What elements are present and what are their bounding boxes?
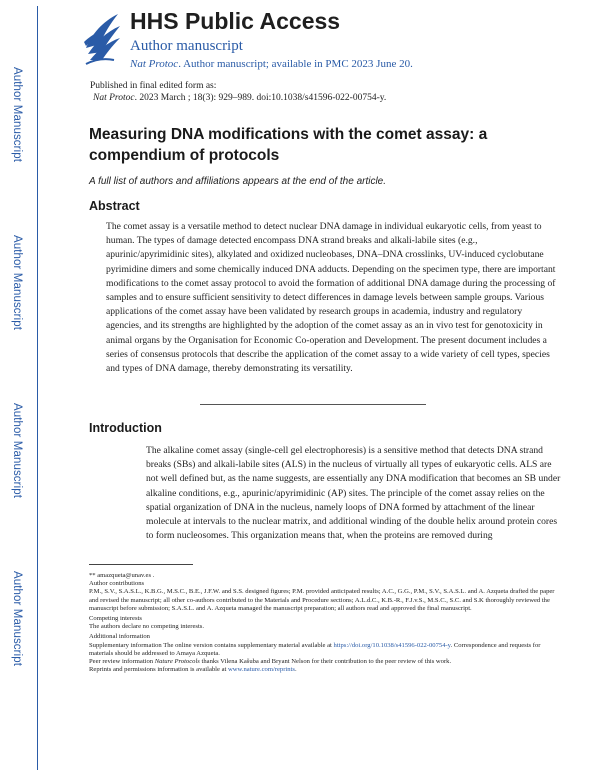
contributions-heading: Author contributions	[89, 580, 145, 588]
contributions-text: P.M., S.V., S.A.S.L., K.B.G., M.S.C., B.E., J.F.W. and S.S. designed figures; P.M. provided anticipated results; A.C., G.G., P.M., S.V., S.A.S.L. and A. Azqueta drafted the paper and revised the manuscript; all other co-authors contributed to the Materials and Procedure sections; A.L.d.C., K.B.-R., F.J.v.S., M.S.C., S.C. and S.K thoroughly reviewed the manuscript before submission; S.A.S.L. and A. Azqueta managed the manuscript preparation; all authors read and approved the final manuscript.	[89, 588, 555, 612]
competing-heading: Competing interests	[89, 615, 142, 623]
footnote-rule	[89, 564, 193, 565]
sidebar-label: Author Manuscript	[11, 235, 23, 331]
published-info	[90, 80, 386, 104]
reprints-suffix: .	[294, 666, 297, 674]
abstract-text: The comet assay is a versatile method to detect nuclear DNA damage in individual eukaryotic cells, from yeast to human. The types of damage detected encompass DNA strand breaks and alkali-labile sites (e.g., apurinic/apyrimidinic sites), alkylated and oxidized nucleobases, DNA–DNA crosslinks, UV-induced cyclobutane pyrimidine dimers and some chemically induced DNA adducts. Depending on the specimen type, there are important modifications to the comet assay protocol to avoid the formation of additional DNA damage during the processing of samples and to ensure sufficient sensitivity to detect differences in damage levels between sample groups. Various applications of the comet assay have been validated by research groups in academia, industry and regulatory agencies, and its strengths are highlighted by the adoption of the comet assay as an in vivo test for genotoxicity in animal organs by the Organisation for Economic Co-operation and Development. The present document includes a series of consensus protocols that describe the application of the comet assay to a wide variety of cell types, species and types of DNA damage, thereby demonstrating its versatility.	[106, 221, 556, 375]
citation-text: . 2023 March ; 18(3): 929–989. doi:10.1038/s41596-022-00754-y.	[134, 93, 387, 103]
peer-review-text	[89, 658, 561, 666]
reprints-text	[89, 666, 561, 674]
reprints-link[interactable]: www.nature.com/reprints	[228, 666, 295, 674]
page-header	[80, 8, 580, 72]
reprints-prefix: Reprints and permissions information is available at	[89, 666, 228, 674]
paper-title: Measuring DNA modifications with the comet assay: a compendium of protocols	[89, 126, 488, 164]
introduction-text: The alkaline comet assay (single-cell gel electrophoresis) is a sensitive method that detects DNA strand breaks (SBs) and alkali-labile sites (ALS) in the nucleus of virtually all types of eukaryotic cells. ALS are not well defined but, as the name suggests, are essentially any DNA modification that becomes an SB under alkaline conditions, e.g., apurinic/apyrimidinic (AP) sites. The principle of the comet assay relies on the spatial organization of DNA in the nucleus, namely loops of DNA formed by attachment of the linear molecule at intervals to the nuclear matrix, and additional winding of the double helix around protein cores to form nucleosomes. This organization means that, when the proteins are removed during	[146, 445, 561, 542]
hhs-public-access-title: HHS Public Access	[130, 8, 341, 34]
supplementary-prefix: Supplementary information The online version contains supplementary material available at	[89, 641, 334, 649]
sidebar-label: Author Manuscript	[11, 67, 23, 163]
author-manuscript-label: Author manuscript	[130, 38, 243, 54]
availability-text: . Author manuscript; available in PMC 2023 June 20.	[178, 58, 413, 70]
citation-line	[90, 92, 386, 104]
published-line: Published in final edited form as:	[90, 81, 217, 91]
abstract-heading: Abstract	[89, 199, 140, 213]
peer-prefix: Peer review information	[89, 658, 155, 666]
peer-suffix: thanks Vilena Kašuba and Bryant Nelson for their contribution to the peer review of this work.	[199, 658, 452, 666]
authors-note: A full list of authors and affiliations appears at the end of the article.	[89, 176, 387, 187]
supplementary-text	[89, 642, 561, 658]
sidebar-label: Author Manuscript	[11, 571, 23, 667]
footnotes	[89, 572, 561, 674]
supplementary-suffix: . Correspondence and requests for materials should be addressed to Amaya Azqueta.	[89, 641, 541, 657]
citation-journal: Nat Protoc	[93, 93, 135, 103]
journal-name: Nat Protoc	[130, 58, 179, 70]
peer-journal: Nature Protocols	[154, 658, 200, 666]
hhs-eagle-logo	[80, 8, 124, 70]
sidebar-rule	[37, 6, 38, 770]
availability-line	[130, 58, 413, 70]
competing-text: The authors declare no competing interests.	[89, 623, 204, 631]
abstract-divider	[200, 404, 426, 405]
additional-heading: Additional information	[89, 633, 150, 641]
introduction-heading: Introduction	[89, 421, 162, 435]
sidebar-label: Author Manuscript	[11, 403, 23, 499]
doi-link[interactable]: https://doi.org/10.1038/s41596-022-00754-y	[333, 641, 451, 649]
corresponding-email: ** amazqueta@unav.es .	[89, 572, 155, 579]
